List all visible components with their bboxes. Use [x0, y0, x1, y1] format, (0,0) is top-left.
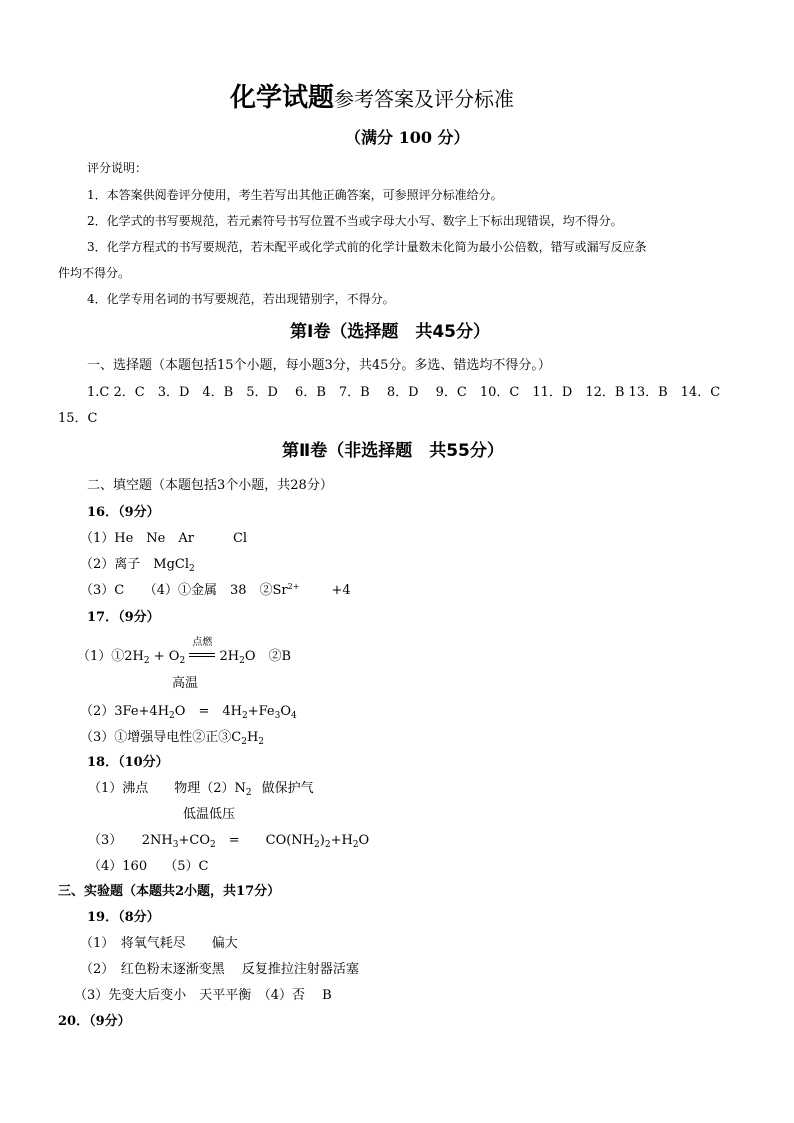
- part3-intro: 三、实验题（本题共2小题，共17分）: [58, 884, 281, 899]
- note-1: 1．本答案供阅卷评分使用，考生若写出其他正确答案，可参照评分标准给分。: [87, 188, 503, 202]
- part1-heading: 第Ⅰ卷（选择题 共45分）: [290, 322, 490, 342]
- note-3b: 件均不得分。: [58, 266, 131, 280]
- part1-answers-line2: 15．C: [58, 411, 98, 426]
- notes-label: 评分说明：: [87, 161, 148, 175]
- q16-line1: （1）He Ne Ar Cl: [80, 531, 248, 546]
- note-4: 4．化学专用名词的书写要规范，若出现错别字，不得分。: [87, 292, 395, 306]
- reaction-condition-equals: 点燃: [189, 650, 215, 660]
- q19-line1: （1） 将氧气耗尽 偏大: [80, 936, 238, 951]
- part1-answers-line1: 1.C 2．C 3．D 4．B 5．D 6．B 7．B 8．D 9．C 10．C 11．D 12．B 13．B 14．C: [87, 385, 721, 400]
- title-sub: 参考答案及评分标准: [334, 87, 515, 111]
- note-2: 2．化学式的书写要规范，若元素符号书写位置不当或字母大小写、数字上下标出现错误，均不得分。: [87, 214, 623, 228]
- q17-title: 17．（9分）: [87, 610, 160, 625]
- q19-line2: （2） 红色粉末逐渐变黑 反复推拉注射器活塞: [80, 962, 359, 977]
- q19-title: 19．（8分）: [87, 910, 160, 925]
- q17-equation-1: $(1)①2H_2 + O_2$ 点燃 $2H_2O$ ②B: [77, 637, 292, 666]
- page-title: [230, 85, 514, 111]
- q17-line3: （3）①增强导电性②正$③C_2H_2$: [80, 730, 265, 747]
- q17-equation-2: $(2)3Fe+4H_2O$ = $4H_2+Fe_3O_4$: [80, 704, 297, 721]
- note-3a: 3．化学方程式的书写要规范，若未配平或化学式前的化学计量数未化简为最小公倍数，错写或漏写反应条: [87, 240, 647, 254]
- q16-line2: （2）离子 MgCl$_2$: [80, 557, 195, 574]
- q18-line4: （4）160 （5）C: [88, 859, 209, 874]
- q18-title: 18．（10分）: [87, 755, 169, 770]
- part2-heading: 第Ⅱ卷（非选择题 共55分）: [282, 441, 504, 461]
- q20-title: 20．（9分）: [58, 1014, 131, 1029]
- part1-intro: 一、选择题（本题包括15个小题，每小题3分，共45分。多选、错选均不得分。）: [87, 358, 551, 373]
- q16-title: 16．（9分）: [87, 505, 160, 520]
- full-score: （满分 100 分）: [345, 128, 470, 147]
- q16-line3: （3）C （4）①金属 38 $②Sr^{2+} +4$: [80, 582, 351, 598]
- title-main: 化学试题: [230, 83, 335, 113]
- part2-intro: 二、填空题（本题包括3个小题，共28分）: [87, 478, 333, 493]
- q18-condition: 低温低压: [183, 807, 236, 822]
- q18-line1: （1）沸点 物理$(2)N_2$ 做保护气: [88, 781, 314, 798]
- q18-line3: （3） $2NH_3+CO_2$ = $CO(NH_2)_2+H_2O$: [88, 833, 370, 850]
- q17-condition-high-temp: 高温: [172, 676, 199, 691]
- q19-line3: （3）先变大后变小 天平平衡 （4）否 B: [74, 988, 332, 1003]
